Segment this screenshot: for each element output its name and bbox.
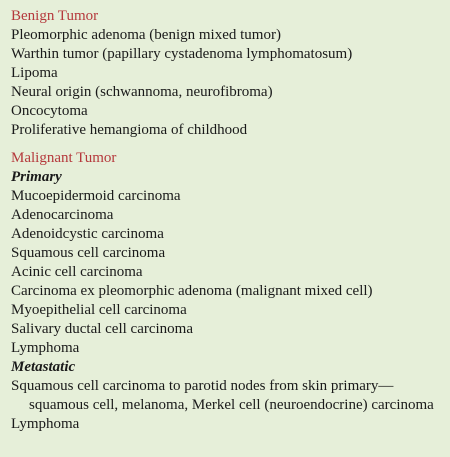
metastatic-subheading: Metastatic (11, 359, 76, 375)
primary-item-mucoepidermoid: Mucoepidermoid carcinoma (11, 188, 181, 204)
benign-item-hemangioma: Proliferative hemangioma of childhood (11, 122, 248, 138)
benign-item-neural-origin: Neural origin (schwannoma, neurofibroma) (11, 84, 273, 100)
primary-item-lymphoma: Lymphoma (11, 340, 80, 356)
primary-item-salivary-ductal: Salivary ductal cell carcinoma (11, 321, 193, 337)
primary-item-squamous: Squamous cell carcinoma (11, 245, 166, 261)
primary-item-carcinoma-ex-pleomorphic: Carcinoma ex pleomorphic adenoma (malignant mixed cell) (11, 283, 373, 299)
primary-item-myoepithelial: Myoepithelial cell carcinoma (11, 302, 187, 318)
benign-item-warthin-tumor: Warthin tumor (papillary cystadenoma lymphomatosum) (11, 46, 353, 62)
malignant-tumor-heading: Malignant Tumor (11, 150, 117, 166)
primary-item-adenoidcystic: Adenoidcystic carcinoma (11, 226, 164, 242)
benign-tumor-heading: Benign Tumor (11, 8, 99, 24)
primary-subheading: Primary (11, 169, 62, 185)
metastatic-item-lymphoma: Lymphoma (11, 416, 80, 432)
benign-item-lipoma: Lipoma (11, 65, 58, 81)
primary-item-adenocarcinoma: Adenocarcinoma (11, 207, 114, 223)
benign-item-pleomorphic-adenoma: Pleomorphic adenoma (benign mixed tumor) (11, 27, 281, 43)
primary-item-acinic: Acinic cell carcinoma (11, 264, 143, 280)
metastatic-item-squamous-to-parotid: Squamous cell carcinoma to parotid nodes from skin primary— squamous cell, melanoma, Merkel cell (neuroendocrine) carcinoma (11, 378, 434, 413)
benign-item-oncocytoma: Oncocytoma (11, 103, 88, 119)
